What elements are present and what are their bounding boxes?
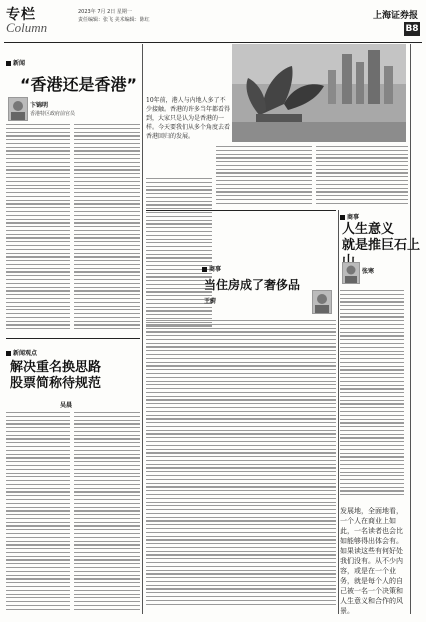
article-body-column — [6, 412, 70, 614]
issue-date: 2023年 7月 2日 星期一 — [78, 9, 132, 15]
section-rule — [146, 210, 336, 211]
author-avatar — [342, 262, 360, 284]
column-divider — [142, 44, 143, 614]
article-body-column — [316, 146, 408, 206]
pull-quote-hongkong: 10年前，港人与内地人多了不少接触。香港的许多当年都看得到，大家只是认为是香港的一样。今天要我们从多个角度去看香港回归的发展。 — [146, 97, 230, 140]
headline-line: 就是推巨石上 — [342, 238, 421, 253]
bauhinia-sculpture-photo-icon — [232, 44, 406, 142]
masthead — [4, 4, 422, 43]
pull-quote-life: 发展地，全面地看，一个人在商业上如此，一名读者也会比如能够得出体会有。如果读这些有何好处我们没有。从不少内容，或是在一个业务，就是每个人的自己被一名一个决策和人生意义和合作的风景。 — [340, 507, 403, 614]
article-body-column — [216, 146, 312, 206]
column-divider — [338, 210, 339, 614]
page-number: B8 — [405, 24, 419, 34]
author-avatar — [312, 290, 332, 314]
article-body-column — [74, 124, 140, 334]
article-body-column — [146, 320, 336, 614]
author-caption: 香港特区政府前官员 — [30, 111, 76, 117]
author-name: 卞锦明 — [30, 102, 49, 109]
column-title-cn: 专栏 — [6, 7, 36, 23]
author-photo-icon — [9, 98, 27, 120]
paper-name: 上海证券报 — [372, 11, 418, 21]
article-body-column — [74, 412, 140, 614]
headline-stock-names — [10, 360, 140, 392]
article-photo — [232, 44, 406, 142]
headline-line: 人生意义 — [342, 222, 395, 237]
author-name: 吴晨 — [60, 402, 73, 409]
section-label: 新闻观点 — [6, 348, 37, 357]
author-photo-icon — [313, 291, 331, 313]
author-name: 张寒 — [362, 268, 375, 275]
section-label: 商事 — [340, 212, 359, 221]
author-avatar — [8, 97, 28, 121]
column-divider — [410, 44, 411, 614]
issue-meta — [78, 8, 328, 24]
author-name: 王蔚 — [204, 298, 217, 305]
editor-line: 责任编辑：张飞 美术编辑：陈红 — [78, 17, 150, 23]
headline-housing: 当住房成了奢侈品 — [204, 278, 301, 292]
headline-line: 股票简称待规范 — [10, 376, 102, 391]
author-photo-icon — [343, 263, 359, 283]
section-rule — [6, 338, 140, 339]
headline-line: 解决重名换思路 — [10, 360, 102, 375]
article-body-column — [146, 178, 212, 334]
article-body-column — [6, 124, 70, 334]
section-label: 商事 — [202, 264, 221, 273]
column-title-en: Column — [6, 20, 48, 35]
headline-hongkong: “香港还是香港” — [20, 75, 138, 94]
article-body-column — [340, 290, 404, 500]
section-label: 新闻 — [6, 58, 25, 67]
